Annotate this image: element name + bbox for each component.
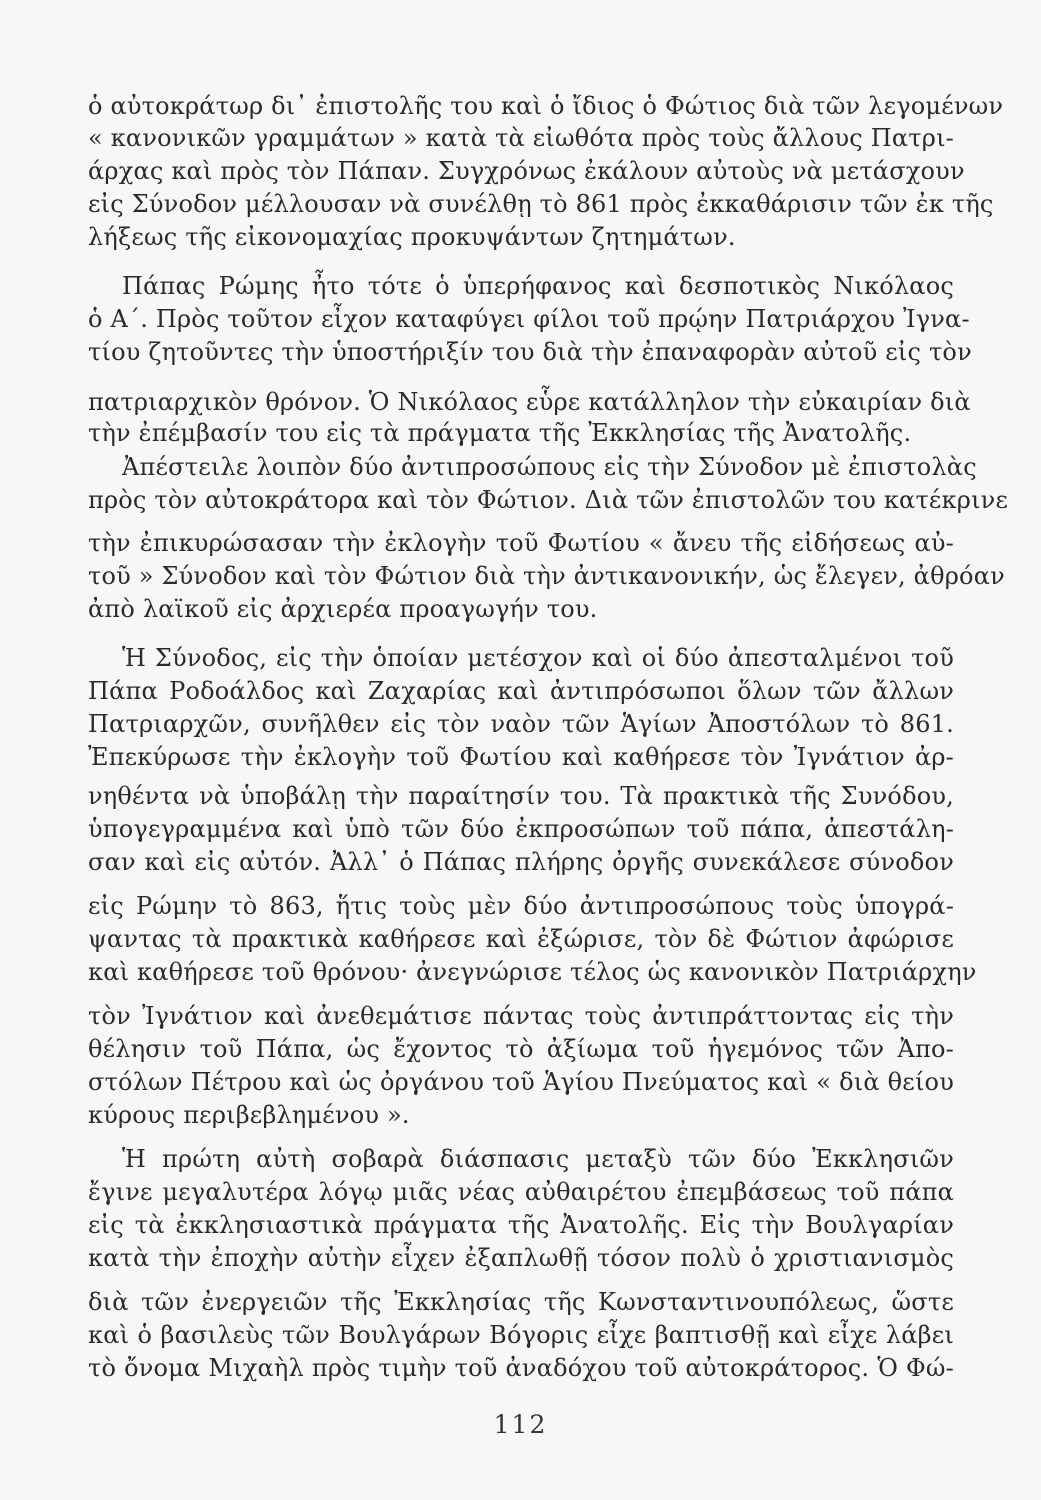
- text-line: άρχας καὶ πρὸς τὸν Πάπαν. Συγχρόνως ἐκάλουν αὐτοὺς νὰ μετάσχουν: [88, 157, 965, 185]
- text-line: τίου ζητοῦντες τὴν ὑποστήριξίν του διὰ τὴν ἐπαναφορὰν αὐτοῦ εἰς τὸν: [88, 338, 972, 366]
- paragraph-start-line: Πάπας Ρώμης ἦτο τότε ὁ ὑπερήφανος καὶ δεσποτικὸς Νικόλαος: [122, 272, 954, 300]
- text-line: Πάπα Ροδοάλδος καὶ Ζαχαρίας καὶ ἀντιπρόσωποι ὅλων τῶν ἄλλων: [88, 677, 954, 705]
- text-line: τὸν Ἰγνάτιον καὶ ἀνεθεμάτισε πάντας τοὺς ἀντιπράττοντας εἰς τὴν: [88, 1002, 954, 1030]
- text-line: εἰς Ρώμην τὸ 863, ἥτις τοὺς μὲν δύο ἀντιπροσώπους τοὺς ὑπογρά-: [88, 892, 954, 920]
- paragraph-start-line: Ἡ Σύνοδος, εἰς τὴν ὁποίαν μετέσχον καὶ οἱ δύο ἀπεσταλμένοι τοῦ: [122, 644, 954, 672]
- text-line: κατὰ τὴν ἐποχὴν αὐτὴν εἶχεν ἐξαπλωθῇ τόσον πολὺ ὁ χριστιανισμὸς: [88, 1244, 954, 1272]
- text-line: τοῦ » Σύνοδον καὶ τὸν Φώτιον διὰ τὴν ἀντικανονικήν, ὡς ἔλεγεν, ἀθρόαν: [88, 562, 1005, 590]
- paragraph-start-line: Ἡ πρώτη αὐτὴ σοβαρὰ διάσπασις μεταξὺ τῶν δύο Ἐκκλησιῶν: [122, 1145, 954, 1173]
- text-line: τὴν ἐπέμβασίν του εἰς τὰ πράγματα τῆς Ἐκκλησίας τῆς Ἀνατολῆς.: [88, 419, 912, 447]
- text-line: κύρους περιβεβλημένου ».: [88, 1101, 410, 1129]
- text-line: τὸ ὄνομα Μιχαὴλ πρὸς τιμὴν τοῦ ἀναδόχου τοῦ αὐτοκράτορος. Ὁ Φώ-: [88, 1354, 954, 1382]
- text-line: νηθέντα νὰ ὑποβάλῃ τὴν παραίτησίν του. Τὰ πρακτικὰ τῆς Συνόδου,: [88, 782, 954, 810]
- text-line: καὶ καθήρεσε τοῦ θρόνου· ἀνεγνώρισε τέλος ὡς κανονικὸν Πατριάρχην: [88, 958, 977, 986]
- text-line: στόλων Πέτρου καὶ ὡς ὀργάνου τοῦ Ἁγίου Πνεύματος καὶ « διὰ θείου: [88, 1068, 954, 1096]
- text-line: διὰ τῶν ἐνεργειῶν τῆς Ἐκκλησίας τῆς Κωνσταντινουπόλεως, ὥστε: [88, 1288, 954, 1316]
- text-line: « κανονικῶν γραμμάτων » κατὰ τὰ εἰωθότα πρὸς τοὺς ἄλλους Πατρι-: [88, 124, 954, 152]
- text-line: Ἐπεκύρωσε τὴν ἐκλογὴν τοῦ Φωτίου καὶ καθήρεσε τὸν Ἰγνάτιον ἀρ-: [88, 743, 954, 771]
- paragraph-start-line: Ἀπέστειλε λοιπὸν δύο ἀντιπροσώπους εἰς τὴν Σύνοδον μὲ ἐπιστολὰς: [122, 453, 977, 481]
- text-line: σαν καὶ εἰς αὐτόν. Ἀλλ᾽ ὁ Πάπας πλήρης ὀργῆς συνεκάλεσε σύνοδον: [88, 848, 954, 876]
- text-line: ἀπὸ λαϊκοῦ εἰς ἀρχιερέα προαγωγήν του.: [88, 595, 598, 623]
- text-line: ὑπογεγραμμένα καὶ ὑπὸ τῶν δύο ἐκπροσώπων τοῦ πάπα, ἀπεστάλη-: [88, 815, 954, 843]
- text-line: εἰς Σύνοδον μέλλουσαν νὰ συνέλθῃ τὸ 861 πρὸς ἐκκαθάρισιν τῶν ἐκ τῆς: [88, 190, 994, 218]
- page-number: 112: [493, 1410, 548, 1439]
- text-line: πατριαρχικὸν θρόνον. Ὁ Νικόλαος εὗρε κατάλληλον τὴν εὐκαιρίαν διὰ: [88, 388, 971, 416]
- text-line: ὁ αὐτοκράτωρ δι᾽ ἐπιστολῆς του καὶ ὁ ἴδιος ὁ Φώτιος διὰ τῶν λεγομένων: [88, 92, 1004, 120]
- text-line: ἔγινε μεγαλυτέρα λόγῳ μιᾶς νέας αὐθαιρέτου ἐπεμβάσεως τοῦ πάπα: [88, 1178, 954, 1206]
- text-line: καὶ ὁ βασιλεὺς τῶν Βουλγάρων Βόγορις εἶχε βαπτισθῇ καὶ εἶχε λάβει: [88, 1321, 954, 1349]
- text-line: ὁ Α΄. Πρὸς τοῦτον εἶχον καταφύγει φίλοι τοῦ πρῴην Πατριάρχου Ἰγνα-: [88, 305, 970, 333]
- text-line: τὴν ἐπικυρώσασαν τὴν ἐκλογὴν τοῦ Φωτίου « ἄνευ τῆς εἰδήσεως αὐ-: [88, 529, 954, 557]
- text-line: λήξεως τῆς εἰκονομαχίας προκυψάντων ζητημάτων.: [88, 223, 736, 251]
- text-line: ψαντας τὰ πρακτικὰ καθήρεσε καὶ ἐξώρισε, τὸν δὲ Φώτιον ἀφώρισε: [88, 925, 954, 953]
- text-line: θέλησιν τοῦ Πάπα, ὡς ἔχοντος τὸ ἀξίωμα τοῦ ἡγεμόνος τῶν Ἀπο-: [88, 1035, 954, 1063]
- text-line: εἰς τὰ ἐκκλησιαστικὰ πράγματα τῆς Ἀνατολῆς. Εἰς τὴν Βουλγαρίαν: [88, 1211, 954, 1239]
- text-line: πρὸς τὸν αὐτοκράτορα καὶ τὸν Φώτιον. Διὰ τῶν ἐπιστολῶν του κατέκρινε: [88, 486, 1009, 514]
- text-line: Πατριαρχῶν, συνῆλθεν εἰς τὸν ναὸν τῶν Ἁγίων Ἀποστόλων τὸ 861.: [88, 710, 954, 738]
